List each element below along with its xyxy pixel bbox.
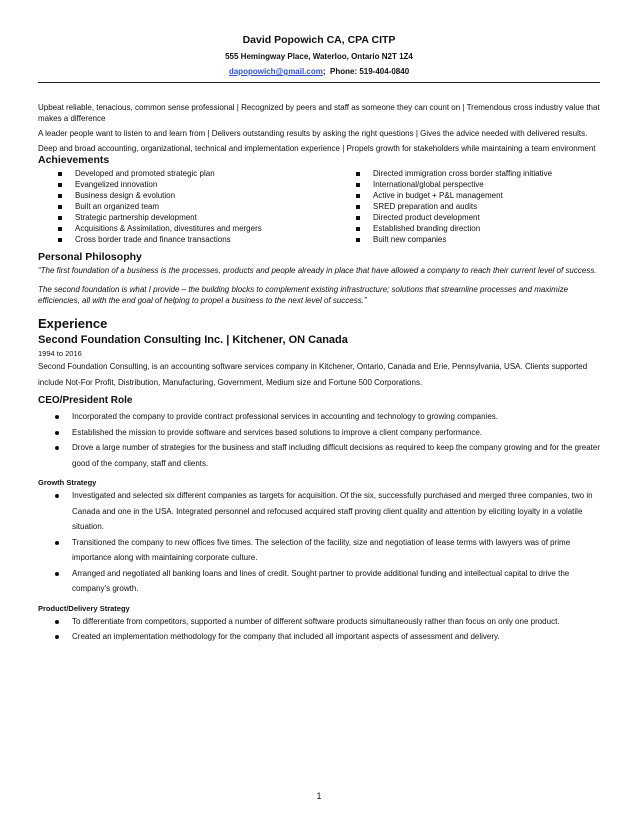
bullet-icon	[55, 620, 59, 624]
list-item: Acquisitions & Assimilation, divestitures and mergers	[58, 223, 356, 234]
bullet-icon	[55, 494, 59, 498]
square-bullet-icon	[356, 183, 360, 187]
growth-strategy-list	[38, 488, 600, 597]
achievements-list	[38, 168, 600, 245]
employment-dates: 1994 to 2016	[38, 349, 82, 358]
achievements-left-column	[38, 168, 356, 245]
list-item: Directed immigration cross border staffing initiative	[356, 168, 600, 179]
achievements-right-column	[356, 168, 600, 245]
list-item: Evangelized innovation	[58, 179, 356, 190]
experience-heading: Experience	[38, 316, 108, 331]
list-item: Established branding direction	[356, 223, 600, 234]
product-strategy-heading: Product/Delivery Strategy	[38, 603, 130, 613]
contact-separator: ;	[322, 67, 326, 76]
square-bullet-icon	[356, 172, 360, 176]
bullet-icon	[55, 635, 59, 639]
list-item: Arranged and negotiated all banking loans and lines of credit. Sought partner to provide additional funding and intellectual capital to drive the company’s growth.	[38, 566, 600, 597]
role-list	[38, 409, 600, 471]
role-heading: CEO/President Role	[38, 395, 133, 406]
square-bullet-icon	[356, 216, 360, 220]
page-number: 1	[316, 791, 322, 801]
list-item: Built new companies	[356, 234, 600, 245]
square-bullet-icon	[356, 238, 360, 242]
list-item: Active in budget + P&L management	[356, 190, 600, 201]
resume-header	[38, 33, 600, 77]
bullet-icon	[55, 541, 59, 545]
list-item: Transitioned the company to new offices five times. The selection of the facility, size and negotiation of lease terms with lawyers was of prime importance along with maintaining corporate culture.	[38, 535, 600, 566]
achievements-heading: Achievements	[38, 154, 110, 166]
company-description: Second Foundation Consulting, is an accounting software services company in Kitchener, Ontario, Canada and Erie, Pennsylvania, USA. Clients supported include Not-For Profit, Distribution, Manufacturing, Government, Medium size and Fortune 500 Corporations.	[38, 362, 588, 387]
square-bullet-icon	[58, 238, 62, 242]
resume-body	[38, 102, 600, 645]
list-item: Drove a large number of strategies for the business and staff including difficult decisions as required to keep the company growing and for the greater good of the company, staff and clients.	[38, 440, 600, 471]
list-item: International/global perspective	[356, 179, 600, 190]
list-item: SRED preparation and audits	[356, 201, 600, 212]
square-bullet-icon	[58, 216, 62, 220]
list-item: Established the mission to provide software and services based solutions to improve a client company performance.	[38, 425, 600, 441]
phone-number: Phone: 519-404-0840	[330, 67, 410, 76]
contact-line	[38, 66, 600, 77]
list-item: Incorporated the company to provide contract professional services in accounting and technology to growing companies.	[38, 409, 600, 425]
philosophy-quote-1: “The first foundation of a business is the processes, products and people already in place that have allowed a company to reach their current level of success.	[38, 266, 597, 275]
bullet-icon	[55, 415, 59, 419]
list-item: Business design & evolution	[58, 190, 356, 201]
bullet-icon	[55, 572, 59, 576]
square-bullet-icon	[58, 205, 62, 209]
list-item: Strategic partnership development	[58, 212, 356, 223]
summary-line-1: Upbeat reliable, tenacious, common sense professional | Recognized by peers and staff as someone they can count on | Tremendous cross industry value that makes a difference	[38, 103, 600, 123]
company-heading: Second Foundation Consulting Inc. | Kitchener, ON Canada	[38, 334, 348, 346]
list-item: Directed product development	[356, 212, 600, 223]
square-bullet-icon	[58, 183, 62, 187]
header-divider	[38, 82, 600, 83]
summary-line-2: A leader people want to listen to and learn from | Delivers outstanding results by asking the right questions | Gives the advice needed with delivered results.	[38, 129, 588, 138]
candidate-address: 555 Hemingway Place, Waterloo, Ontario N2T 1Z4	[225, 52, 413, 61]
bullet-icon	[55, 446, 59, 450]
growth-strategy-heading: Growth Strategy	[38, 478, 97, 487]
bullet-icon	[55, 431, 59, 435]
square-bullet-icon	[58, 194, 62, 198]
list-item: Investigated and selected six different companies as targets for acquisition. Of the six, successfully purchased and merged three companies, two in Canada and one in the USA. Integrated personnel and refocused acquired staff proving client quality and attention by eliciting loyalty in a volatile situation.	[38, 488, 600, 535]
square-bullet-icon	[356, 205, 360, 209]
email-link[interactable]: dapopowich@gmail.com	[228, 67, 323, 76]
square-bullet-icon	[58, 172, 62, 176]
list-item: Cross border trade and finance transactions	[58, 234, 356, 245]
philosophy-heading: Personal Philosophy	[38, 251, 142, 263]
square-bullet-icon	[58, 227, 62, 231]
summary-line-3: Deep and broad accounting, organizational, technical and implementation experience | Propels growth for stakeholders while maintaining a team environment	[38, 144, 596, 153]
product-strategy-list	[38, 614, 600, 645]
list-item: Built an organized team	[58, 201, 356, 212]
list-item: Developed and promoted strategic plan	[58, 168, 356, 179]
philosophy-quote-2: The second foundation is what I provide – the building blocks to complement existing infrastructure; solutions that streamline processes and maximize efficiencies, all with the end goal of helping to propel a business to the next level of success.”	[38, 285, 569, 305]
square-bullet-icon	[356, 194, 360, 198]
square-bullet-icon	[356, 227, 360, 231]
list-item: To differentiate from competitors, supported a number of different software products simultaneously rather than focus on only one product.	[38, 614, 600, 630]
candidate-name: David Popowich CA, CPA CITP	[242, 34, 396, 46]
list-item: Created an implementation methodology for the company that included all important aspects of assessment and delivery.	[38, 629, 600, 645]
